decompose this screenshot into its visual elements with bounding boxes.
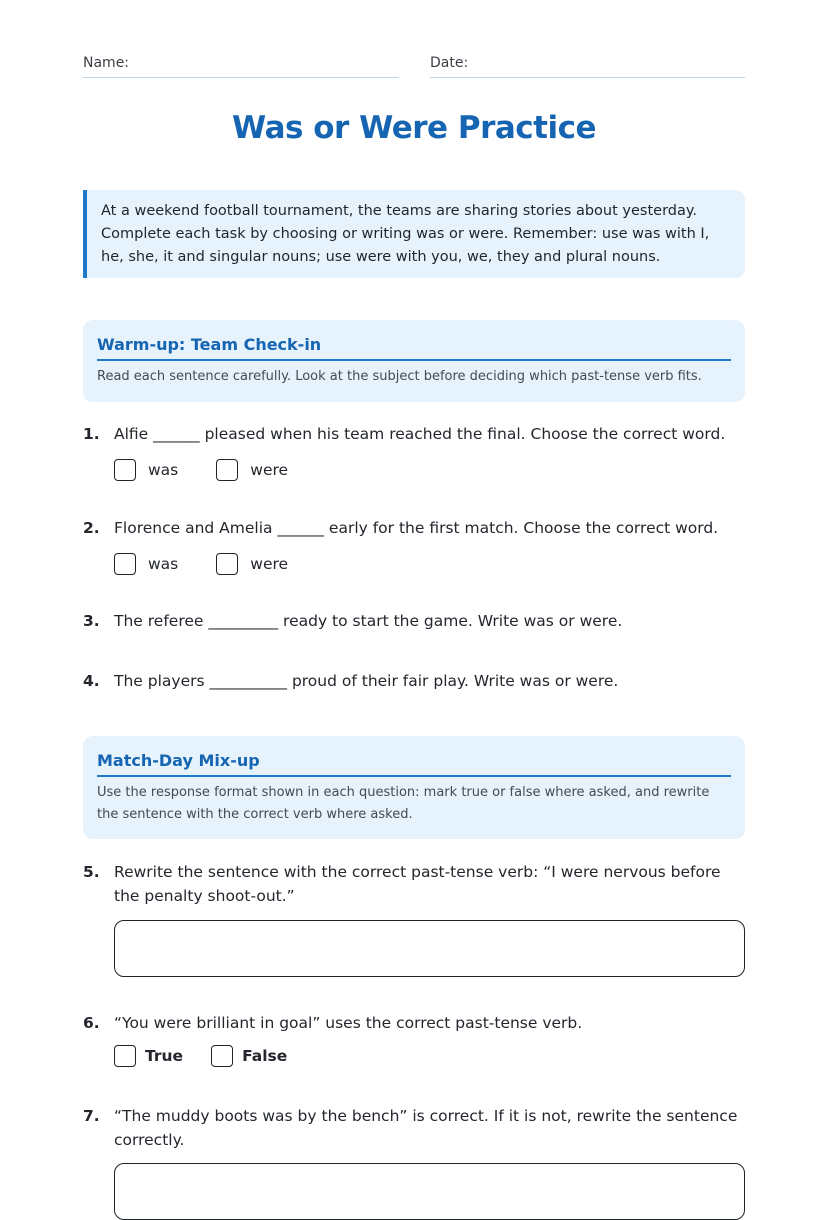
option-was[interactable] [114, 459, 178, 481]
question-text [114, 422, 745, 446]
option-false[interactable] [211, 1045, 287, 1067]
question-number: 1. [83, 425, 100, 443]
option-were[interactable] [216, 553, 288, 575]
question-text: Rewrite the sentence with the correct past-tense verb: “I were nervous before the penalty shoot-out.” [114, 863, 721, 905]
question-number: 7. [83, 1107, 100, 1125]
question-number: 5. [83, 863, 100, 881]
question-text [114, 669, 745, 693]
question-number: 4. [83, 672, 100, 690]
option-label: were [250, 461, 289, 479]
text-after: pleased when his team reached the final. Choose the correct word. [204, 425, 726, 443]
section-title: Warm-up: Team Check-in [97, 335, 731, 361]
date-label: Date: [430, 55, 469, 71]
answer-box-question-7[interactable] [114, 1163, 745, 1220]
question-text: “The muddy boots was by the bench” is correct. If it is not, rewrite the sentence correctly. [114, 1107, 738, 1149]
option-label: was [148, 555, 179, 573]
question-text: “You were brilliant in goal” uses the correct past-tense verb. [114, 1014, 583, 1032]
text-after: proud of their fair play. Write was or were. [291, 672, 619, 690]
option-label: was [148, 461, 179, 479]
text-before: Alfie [114, 425, 149, 443]
answer-blank[interactable]: ______ [153, 425, 200, 443]
checkbox[interactable] [114, 1045, 136, 1067]
date-field[interactable] [430, 52, 745, 78]
option-true[interactable] [114, 1045, 183, 1067]
name-label: Name: [83, 55, 130, 71]
question-text [114, 516, 745, 540]
question-number: 6. [83, 1014, 100, 1032]
option-label: were [250, 555, 289, 573]
question-text [114, 609, 745, 633]
text-after: early for the first match. Choose the correct word. [328, 519, 719, 537]
checkbox[interactable] [114, 459, 136, 481]
intro-callout: At a weekend football tournament, the teams are sharing stories about yesterday. Complete each task by choosing or writing was or were. Remember: use was with I, he, she, it and singular nouns; use were with you, we, they and plural nouns. [83, 190, 745, 278]
section-instructions: Use the response format shown in each question: mark true or false where asked, and rewrite the sentence with the correct verb where asked. [97, 785, 710, 822]
checkbox[interactable] [216, 553, 238, 575]
option-was[interactable] [114, 553, 178, 575]
text-before: The players [114, 672, 205, 690]
section-title: Match-Day Mix-up [97, 751, 731, 777]
section-instructions: Read each sentence carefully. Look at the subject before deciding which past-tense verb fits. [97, 369, 702, 384]
question-2-options [114, 553, 312, 575]
question-6-options [114, 1045, 311, 1067]
option-label: False [242, 1047, 288, 1065]
checkbox[interactable] [216, 459, 238, 481]
question-number: 3. [83, 612, 100, 630]
answer-blank[interactable]: _________ [208, 612, 279, 630]
answer-blank[interactable]: __________ [209, 672, 287, 690]
answer-box-question-5[interactable] [114, 920, 745, 977]
answer-blank[interactable]: ______ [277, 519, 324, 537]
text-after: ready to start the game. Write was or were. [283, 612, 623, 630]
checkbox[interactable] [114, 553, 136, 575]
section-match-day-mix-up [83, 736, 745, 839]
question-1-options [114, 459, 312, 481]
question-number: 2. [83, 519, 100, 537]
section-warm-up [83, 320, 745, 402]
option-label: True [145, 1047, 184, 1065]
checkbox[interactable] [211, 1045, 233, 1067]
text-before: The referee [114, 612, 204, 630]
page-title: Was or Were Practice [232, 110, 596, 146]
text-before: Florence and Amelia [114, 519, 273, 537]
option-were[interactable] [216, 459, 288, 481]
name-field[interactable] [83, 52, 399, 78]
